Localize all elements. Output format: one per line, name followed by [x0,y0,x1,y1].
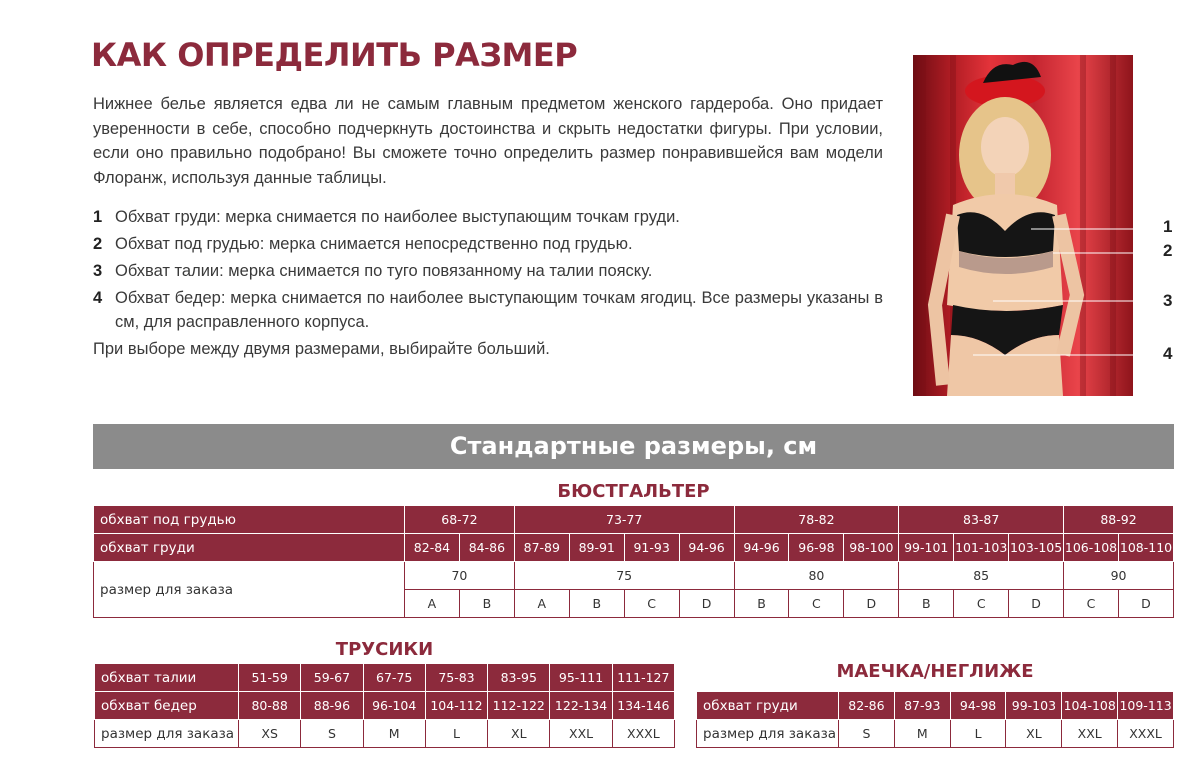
table-cell: 80 [734,562,899,590]
table-cell: 68-72 [405,506,515,534]
table-cell: 84-86 [459,534,514,562]
table-cell: L [425,720,487,748]
table-cell: 51-59 [239,664,301,692]
table-cell: 112-122 [488,692,550,720]
underbust-row [94,506,1174,534]
table-cell: S [839,720,895,748]
step-number: 2 [93,235,103,253]
step-text: Обхват под грудью: мерка снимается непосредственно под грудью. [115,235,633,253]
row-label: размер для заказа [94,562,405,618]
hips-row [95,692,675,720]
table-cell: XS [239,720,301,748]
step-number: 4 [93,289,103,307]
row-label: обхват под грудью [94,506,405,534]
table-cell: 87-89 [514,534,569,562]
table-cell: 82-86 [839,692,895,720]
marker-3: 3 [1163,291,1173,310]
table-cell: 134-146 [612,692,674,720]
table-cell: B [459,590,514,618]
model-photo [913,55,1133,396]
table-cell: XXXL [612,720,674,748]
table-cell: 70 [405,562,515,590]
table-cell: D [844,590,899,618]
panties-size-table [94,663,675,748]
row-label: обхват талии [95,664,239,692]
table-cell: XL [1006,720,1062,748]
table-cell: 94-98 [950,692,1006,720]
table-cell: 83-87 [899,506,1064,534]
model-illustration [913,55,1133,396]
table-cell: M [363,720,425,748]
step-text: Обхват талии: мерка снимается по туго повязанному на талии пояску. [115,262,653,280]
table-cell: 90 [1064,562,1174,590]
table-cell: XXXL [1118,720,1174,748]
table-cell: 95-111 [550,664,612,692]
table-cell: XL [488,720,550,748]
table-cell: 94-96 [679,534,734,562]
table-cell: 75 [514,562,734,590]
table-cell: 89-91 [569,534,624,562]
waist-row [95,664,675,692]
intro-paragraph: Нижнее белье является едва ли не самым главным предметом женского гардероба. Оно придает уверенности в себе, способно подчеркнуть достоинства и скрыть недостатки фигуры. При условии, если оно правильно подобрано! Вы сможете точно определить размер понравившейся вам модели Флоранж, используя данные таблицы. [93,95,883,187]
camisole-bust-row [697,692,1174,720]
step-text: Обхват груди: мерка снимается по наиболее выступающим точкам груди. [115,208,680,226]
table-cell: D [1009,590,1064,618]
table-cell: 96-98 [789,534,844,562]
marker-2: 2 [1163,241,1173,260]
step-number: 1 [93,208,103,226]
table-cell: 104-112 [425,692,487,720]
row-label: обхват груди [94,534,405,562]
section-banner: Стандартные размеры, см [93,424,1174,469]
step-2 [93,232,883,256]
table-cell: A [405,590,460,618]
table-cell: XXL [550,720,612,748]
table-cell: 104-108 [1062,692,1118,720]
row-label: размер для заказа [95,720,239,748]
step-number: 3 [93,262,103,280]
band-row [94,562,1174,590]
table-cell: A [514,590,569,618]
table-cell: 87-93 [894,692,950,720]
table-cell: 94-96 [734,534,789,562]
table-cell: 101-103 [954,534,1009,562]
table-cell: C [624,590,679,618]
step-4 [93,286,883,334]
table-cell: 122-134 [550,692,612,720]
table-cell: 96-104 [363,692,425,720]
row-label: размер для заказа [697,720,839,748]
bust-row [94,534,1174,562]
table-cell: B [569,590,624,618]
row-label: обхват груди [697,692,839,720]
camisole-size-table [696,691,1174,748]
table-cell: 106-108 [1064,534,1119,562]
table-cell: 73-77 [514,506,734,534]
page-title: КАК ОПРЕДЕЛИТЬ РАЗМЕР [91,36,578,74]
table-cell: C [789,590,844,618]
table-cell: S [301,720,363,748]
measurement-steps [93,205,883,361]
step-text: Обхват бедер: мерка снимается по наиболее выступающим точкам ягодиц. Все размеры указаны в см, для расправленного корпуса. [115,289,883,331]
table-cell: L [950,720,1006,748]
table-cell: D [679,590,734,618]
table-cell: C [1064,590,1119,618]
table-cell: 103-105 [1009,534,1064,562]
table-cell: 109-113 [1118,692,1174,720]
table-cell: XXL [1062,720,1118,748]
table-cell: B [734,590,789,618]
table-cell: B [899,590,954,618]
table-cell: 108-110 [1118,534,1173,562]
table-cell: 80-88 [239,692,301,720]
table-cell: 75-83 [425,664,487,692]
table-cell: C [954,590,1009,618]
table-cell: 98-100 [844,534,899,562]
camisole-order-row [697,720,1174,748]
step-3 [93,259,883,283]
table-cell: 99-103 [1006,692,1062,720]
bra-size-table [93,505,1174,618]
marker-4: 4 [1163,344,1173,363]
table-cell: D [1118,590,1173,618]
table-cell: 59-67 [301,664,363,692]
table-cell: 82-84 [405,534,460,562]
step-1 [93,205,883,229]
camisole-title: МАЕЧКА/НЕГЛИЖЕ [836,661,1034,682]
size-choice-note: При выборе между двумя размерами, выбирайте больший. [93,340,550,358]
bra-title: БЮСТГАЛЬТЕР [557,481,710,502]
table-cell: M [894,720,950,748]
marker-1: 1 [1163,217,1173,236]
table-cell: 91-93 [624,534,679,562]
table-cell: 83-95 [488,664,550,692]
table-cell: 67-75 [363,664,425,692]
table-cell: 88-92 [1064,506,1174,534]
panties-order-row [95,720,675,748]
table-cell: 85 [899,562,1064,590]
table-cell: 88-96 [301,692,363,720]
table-cell: 78-82 [734,506,899,534]
panties-title: ТРУСИКИ [335,639,434,660]
table-cell: 111-127 [612,664,674,692]
table-cell: 99-101 [899,534,954,562]
row-label: обхват бедер [95,692,239,720]
